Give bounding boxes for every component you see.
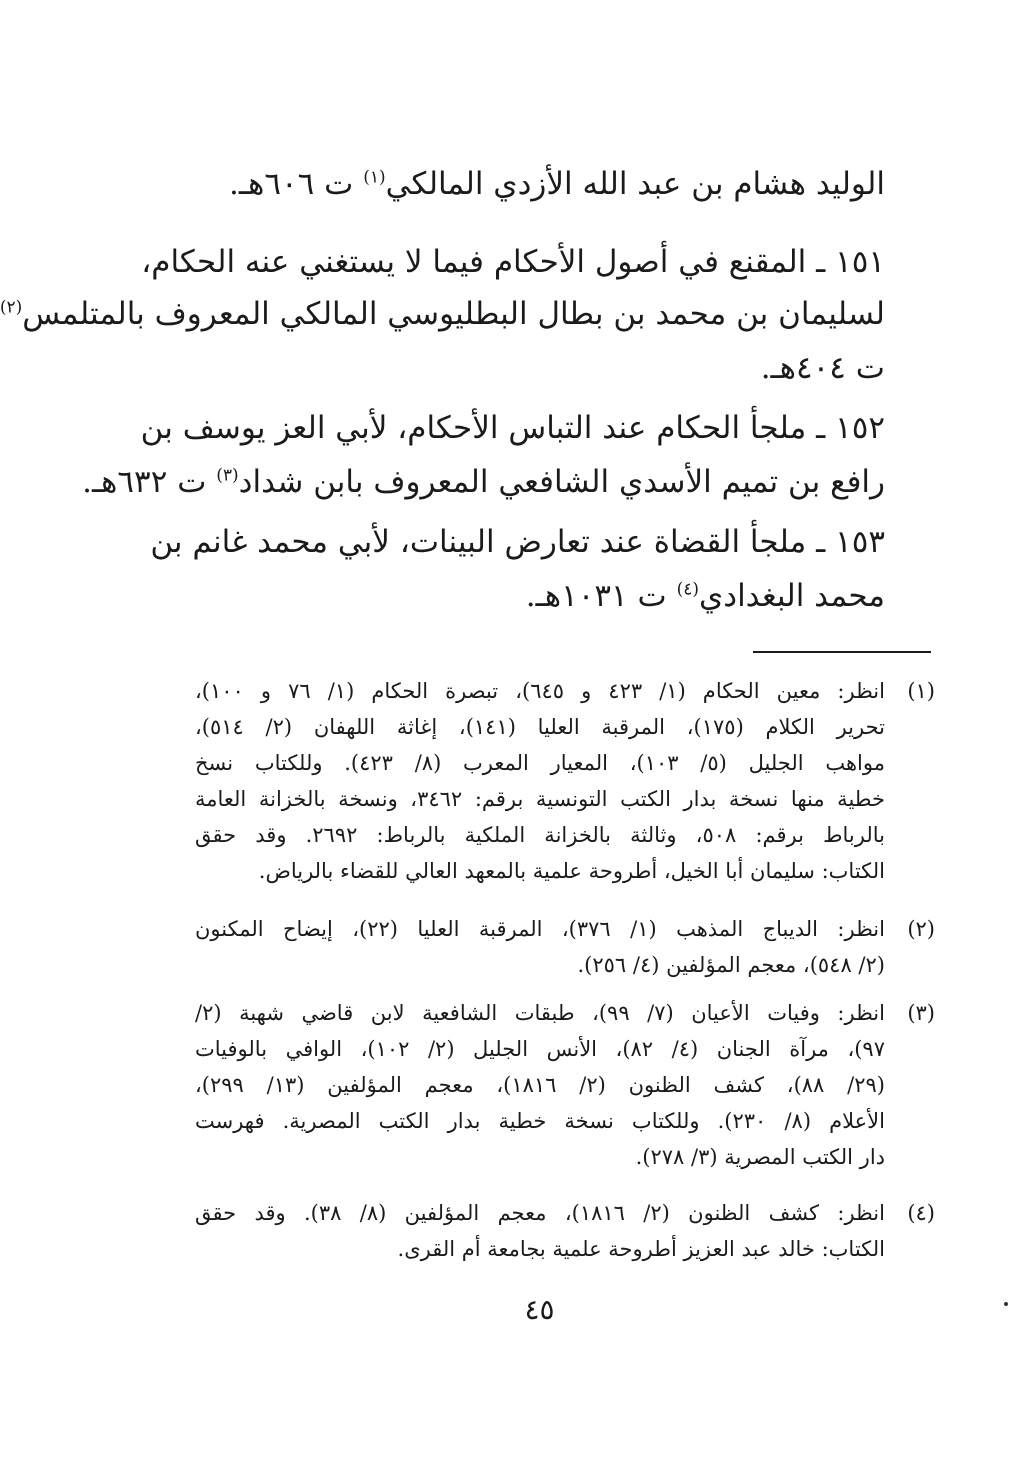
footnote-number: (٢) [907, 917, 935, 941]
footnote-line: مواهب الجليل (٥/ ١٠٣)، المعيار المعرب (٨/ ٤٢٣). وللكتاب نسخ [195, 751, 885, 775]
footnote-number: (٣) [907, 1001, 935, 1025]
footnote-reference: (٤) [676, 579, 699, 600]
footnote-number: (٤) [907, 1201, 935, 1225]
footnote-line: الأعلام (٨/ ٢٣٠). وللكتاب نسخة خطية بدار الكتب المصرية. فهرست [195, 1109, 885, 1133]
footnote-line: (٢٩/ ٨٨)، كشف الظنون (٢/ ١٨١٦)، معجم المؤلفين (١٣/ ٢٩٩)، [195, 1073, 885, 1097]
page-number: ٤٥ [524, 1293, 555, 1326]
footnote-reference: (١) [363, 167, 386, 188]
entry-151-line-3: ت ٤٠٤هـ. [760, 350, 885, 386]
main-text-line: الوليد هشام بن عبد الله الأزدي المالكي$^{(١)}$ ت ٦٠٦هـ. [229, 166, 885, 202]
footnote-line: انظر: وفيات الأعيان (٧/ ٩٩)، طبقات الشافعية لابن قاضي شهبة (٢/ [195, 1001, 885, 1025]
entry-151-line-1: ١٥١ ـ المقنع في أصول الأحكام فيما لا يستغني عنه الحكام، [141, 244, 885, 280]
entry-153-line-1: ١٥٣ ـ ملجأ القضاة عند تعارض البينات، لأبي محمد غانم بن [150, 524, 885, 560]
entry-152-line-1: ١٥٢ ـ ملجأ الحكام عند التباس الأحكام، لأبي العز يوسف بن [140, 410, 885, 446]
footnote-number: (١) [907, 679, 935, 703]
footnote-line: الكتاب: خالد عبد العزيز أطروحة علمية بجامعة أم القرى. [397, 1237, 885, 1261]
footnote-line: ٩٧)، مرآة الجنان (٤/ ٨٢)، الأنس الجليل (٢/ ١٠٢)، الوافي بالوفيات [195, 1037, 885, 1061]
footnote-reference: (٣) [216, 465, 239, 486]
footnote-line: الكتاب: سليمان أبا الخيل، أطروحة علمية بالمعهد العالي للقضاء بالرياض. [258, 859, 885, 883]
footnote-line: خطية منها نسخة بدار الكتب التونسية برقم: ٣٤٦٢، ونسخة بالخزانة العامة [195, 787, 885, 811]
entry-152-line-2: رافع بن تميم الأسدي الشافعي المعروف بابن شداد$^{(٣)}$ ت ٦٣٢هـ. [82, 464, 885, 500]
footnote-line: بالرباط برقم: ٥٠٨، وثالثة بالخزانة الملكية بالرباط: ٢٦٩٢. وقد حقق [195, 823, 886, 847]
footnote-line: انظر: الديباج المذهب (١/ ٣٧٦)، المرقبة العليا (٢٢)، إيضاح المكنون [195, 917, 885, 941]
footnote-line: (٢/ ٥٤٨)، معجم المؤلفين (٤/ ٢٥٦). [577, 953, 885, 977]
footnote-reference: (٢) [0, 297, 23, 318]
scan-speck [1004, 1302, 1008, 1306]
footnote-line: تحرير الكلام (١٧٥)، المرقبة العليا (١٤١)، إغاثة اللهفان (٢/ ٥١٤)، [195, 715, 885, 739]
footnote-line: انظر: معين الحكام (١/ ٤٢٣ و ٦٤٥)، تبصرة الحكام (١/ ٧٦ و ١٠٠)، [195, 679, 885, 703]
footnote-separator [753, 651, 931, 653]
entry-153-line-2: محمد البغدادي$^{(٤)}$ ت ١٠٣١هـ. [525, 578, 885, 614]
footnote-line: انظر: كشف الظنون (٢/ ١٨١٦)، معجم المؤلفين (٨/ ٣٨). وقد حقق [195, 1201, 885, 1225]
entry-151-line-2: لسليمان بن محمد بن بطال البطليوسي المالكي المعروف بالمتلمس$^{(٢)}$ [0, 296, 885, 332]
footnote-line: دار الكتب المصرية (٣/ ٢٧٨). [635, 1145, 885, 1169]
